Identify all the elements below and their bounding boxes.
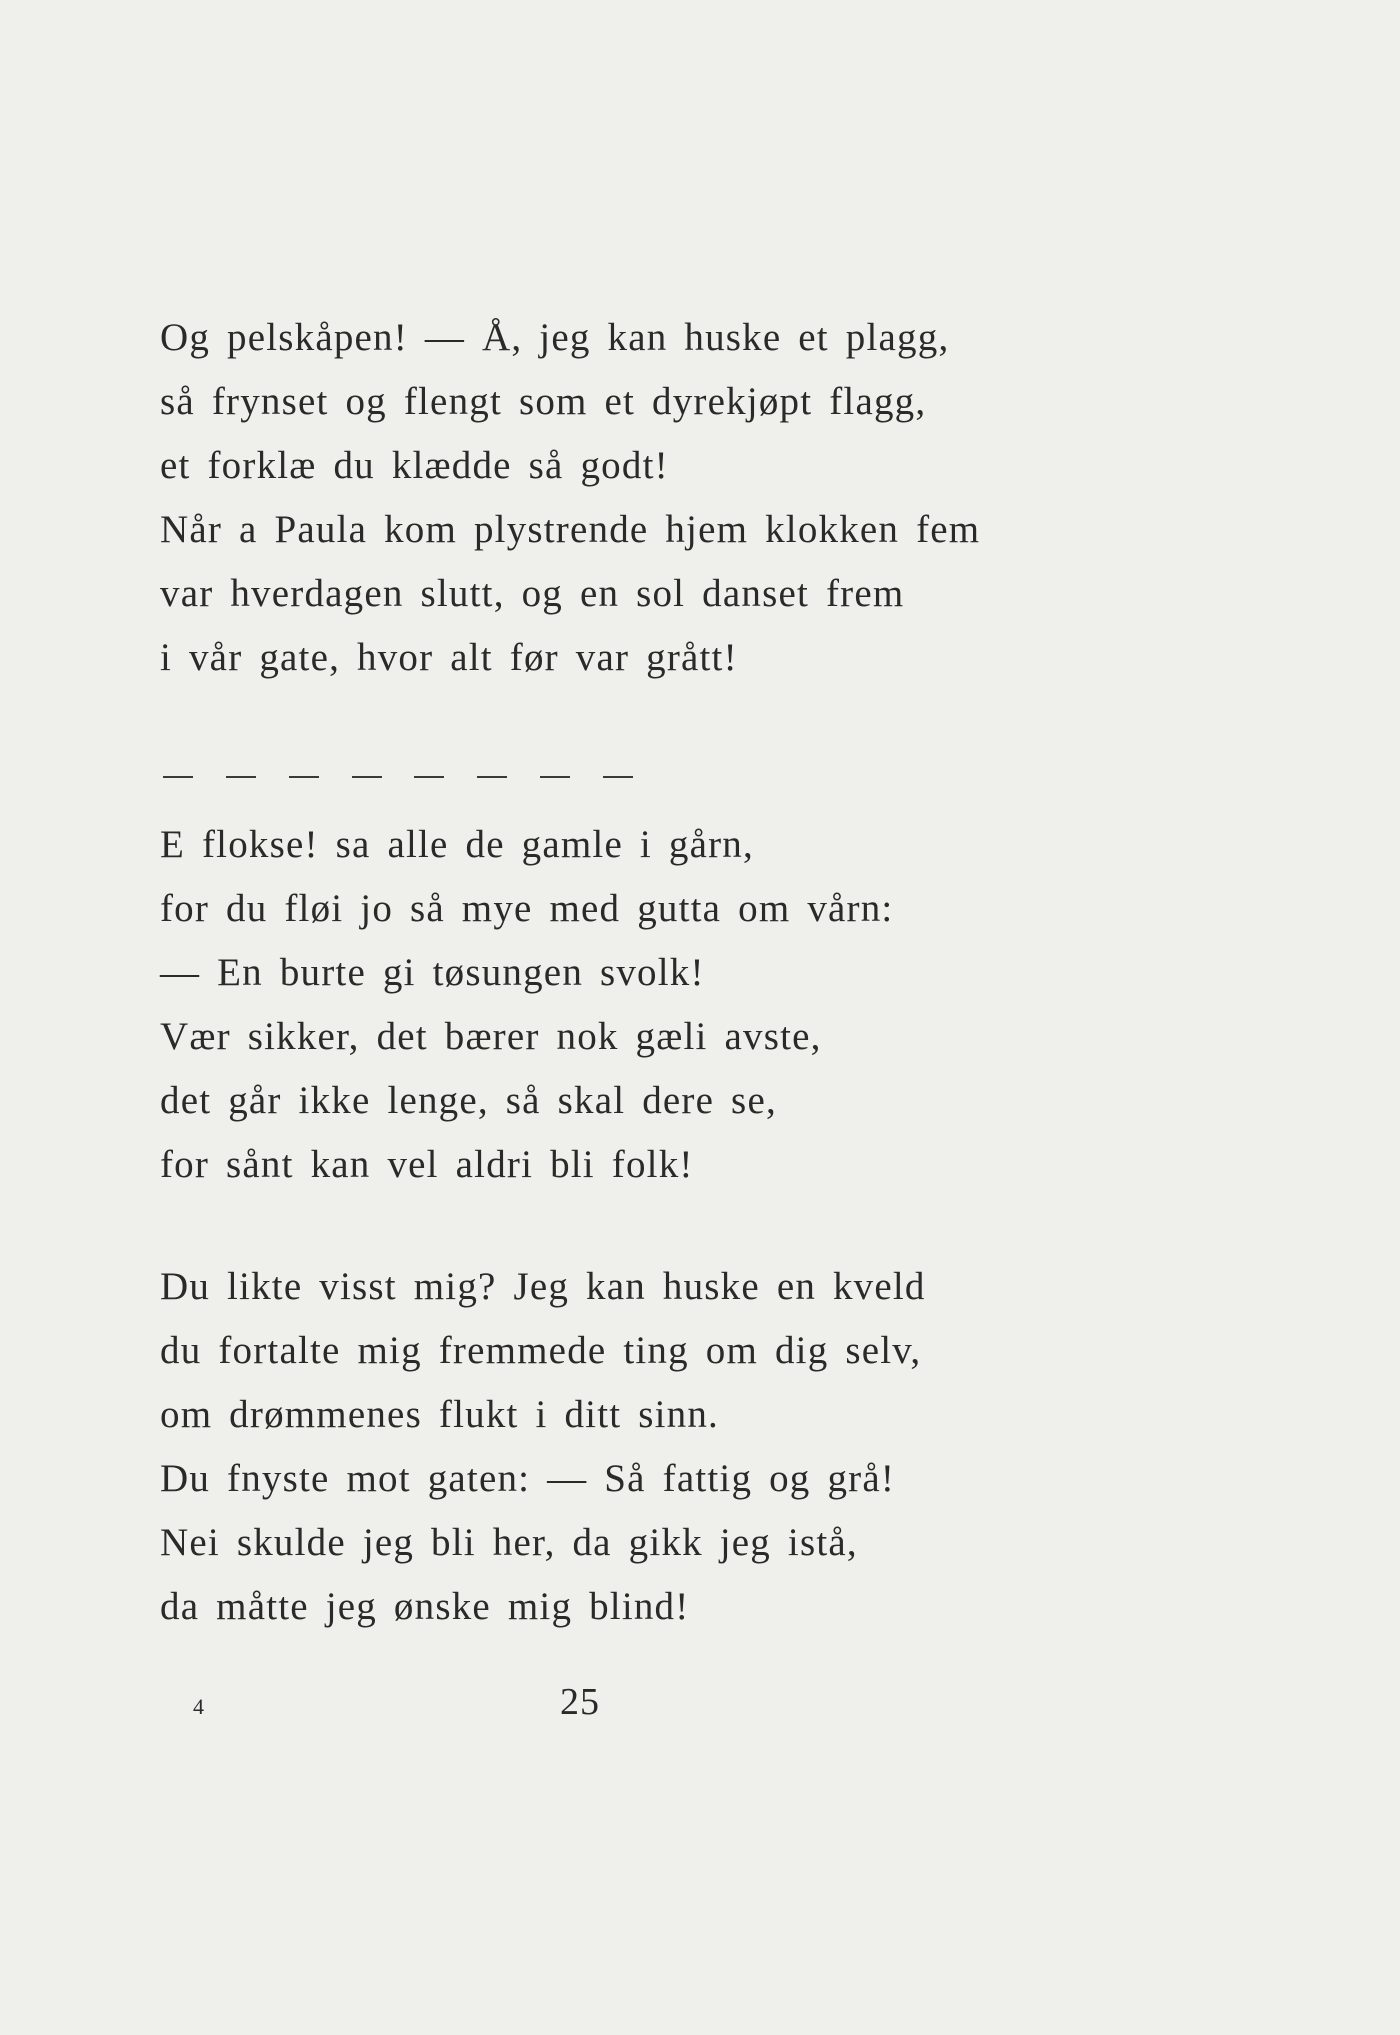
separator-dash: [414, 776, 444, 778]
verse-line: E flokse! sa alle de gamle i gårn,: [160, 823, 754, 866]
stanza-1: [160, 306, 1120, 690]
verse-line: — En burte gi tøsungen svolk!: [160, 951, 705, 994]
verse-line: det går ikke lenge, så skal dere se,: [160, 1079, 777, 1122]
verse-line: Du fnyste mot gaten: — Så fattig og grå!: [160, 1457, 896, 1500]
printer-signature-mark: 4: [193, 1694, 204, 1719]
verse-line: Når a Paula kom plystrende hjem klokken fem: [160, 508, 981, 551]
verse-line: Og pelskåpen! — Å, jeg kan huske et plagg,: [160, 316, 950, 359]
verse-line: Nei skulde jeg bli her, da gikk jeg istå,: [160, 1521, 858, 1564]
separator-dash: [226, 776, 256, 778]
verse-line: var hverdagen slutt, og en sol danset frem: [160, 572, 905, 615]
separator-dash: [540, 776, 570, 778]
verse-line: så frynset og flengt som et dyrekjøpt flagg,: [160, 380, 927, 423]
verse-line: i vår gate, hvor alt før var grått!: [160, 636, 738, 679]
stanza-3: [160, 1255, 1120, 1639]
separator-dash: [352, 776, 382, 778]
verse-line: et forklæ du klædde så godt!: [160, 444, 669, 487]
page-number: 25: [560, 1681, 600, 1723]
stanza-2: [160, 813, 1120, 1197]
separator-dash: [163, 776, 193, 778]
section-separator: [163, 776, 633, 778]
verse-line: for du fløi jo så mye med gutta om vårn:: [160, 887, 894, 930]
separator-dash: [289, 776, 319, 778]
verse-line: for sånt kan vel aldri bli folk!: [160, 1143, 694, 1186]
verse-line: om drømmenes flukt i ditt sinn.: [160, 1393, 720, 1436]
verse-line: Du likte visst mig? Jeg kan huske en kveld: [160, 1265, 926, 1308]
separator-dash: [477, 776, 507, 778]
verse-line: Vær sikker, det bærer nok gæli avste,: [160, 1015, 822, 1058]
separator-dash: [603, 776, 633, 778]
verse-line: da måtte jeg ønske mig blind!: [160, 1585, 690, 1628]
verse-line: du fortalte mig fremmede ting om dig selv,: [160, 1329, 922, 1372]
